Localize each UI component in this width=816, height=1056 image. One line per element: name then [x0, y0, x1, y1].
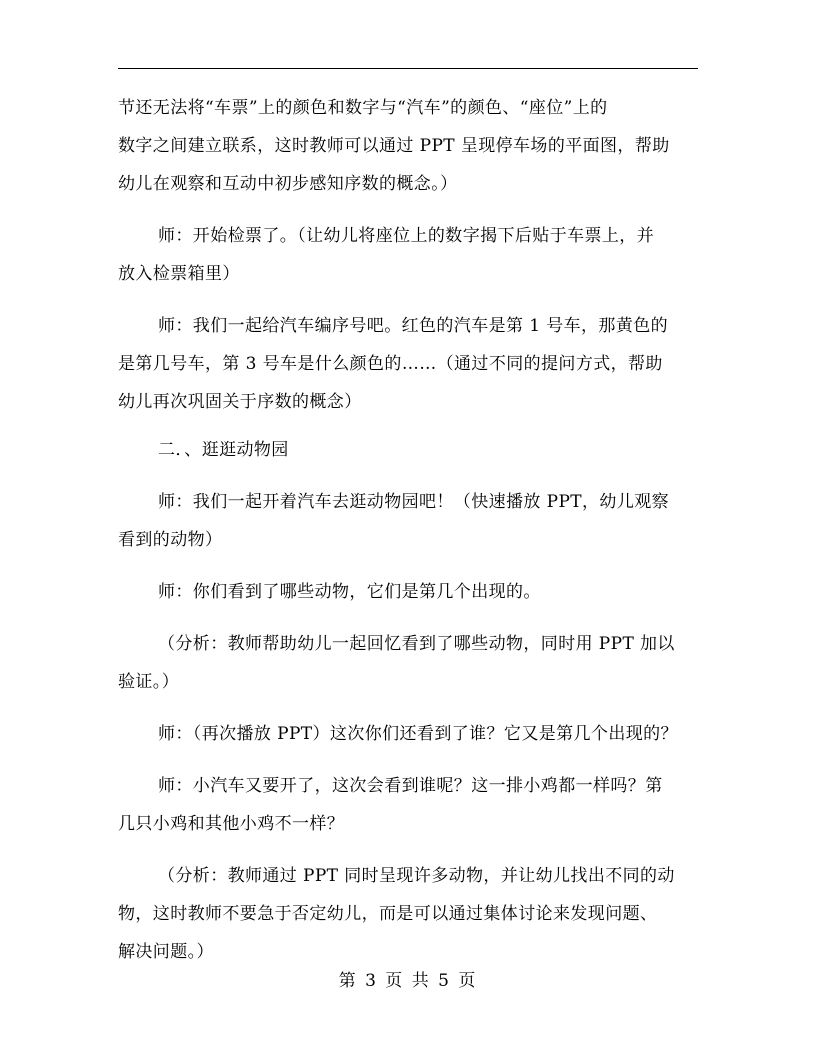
paragraph-line: 验证。）: [118, 672, 180, 692]
paragraph-line: 师：（再次播放 PPT）这次你们还看到了谁？它又是第几个出现的？: [158, 724, 678, 744]
paragraph-line: 数字之间建立联系，这时教师可以通过 PPT 呈现停车场的平面图，帮助: [118, 136, 670, 156]
paragraph-line: 师：我们一起开着汽车去逛动物园吧！（快速播放 PPT，幼儿观察: [158, 492, 670, 512]
paragraph-line: 看到的动物）: [118, 530, 223, 550]
paragraph-line: 是第几号车，第 3 号车是什么颜色的……（通过不同的提问方式，帮助: [118, 354, 663, 374]
paragraph-line: 节还无法将“车票”上的颜色和数字与“汽车”的颜色、“座位”上的: [118, 98, 608, 118]
paragraph-line: 放入检票箱里）: [118, 264, 240, 284]
header-rule: [118, 68, 698, 69]
paragraph-line: （分析：教师通过 PPT 同时呈现许多动物，并让幼儿找出不同的动: [158, 866, 675, 886]
paragraph-line: 师：你们看到了哪些动物，它们是第几个出现的。: [158, 582, 541, 602]
paragraph-line: 师：我们一起给汽车编序号吧。红色的汽车是第 1 号车，那黄色的: [158, 316, 669, 336]
paragraph-line: 师：开始检票了。（让幼儿将座位上的数字揭下后贴于车票上，并: [158, 226, 655, 246]
section-heading: 二．、逛逛动物园: [158, 440, 289, 460]
paragraph-line: 师：小汽车又要开了，这次会看到谁呢？这一排小鸡都一样吗？第: [158, 776, 663, 796]
page-number: 第 3 页 共 5 页: [338, 971, 478, 991]
paragraph-line: 物，这时教师不要急于否定幼儿，而是可以通过集体讨论来发现问题、: [118, 904, 658, 924]
paragraph-line: 解决问题。）: [118, 942, 214, 962]
paragraph-line: 几只小鸡和其他小鸡不一样？: [118, 814, 345, 834]
paragraph-line: 幼儿在观察和互动中初步感知序数的概念。）: [118, 174, 458, 194]
paragraph-line: 幼儿再次巩固关于序数的概念）: [118, 392, 362, 412]
paragraph-line: （分析：教师帮助幼儿一起回忆看到了哪些动物，同时用 PPT 加以: [158, 634, 675, 654]
